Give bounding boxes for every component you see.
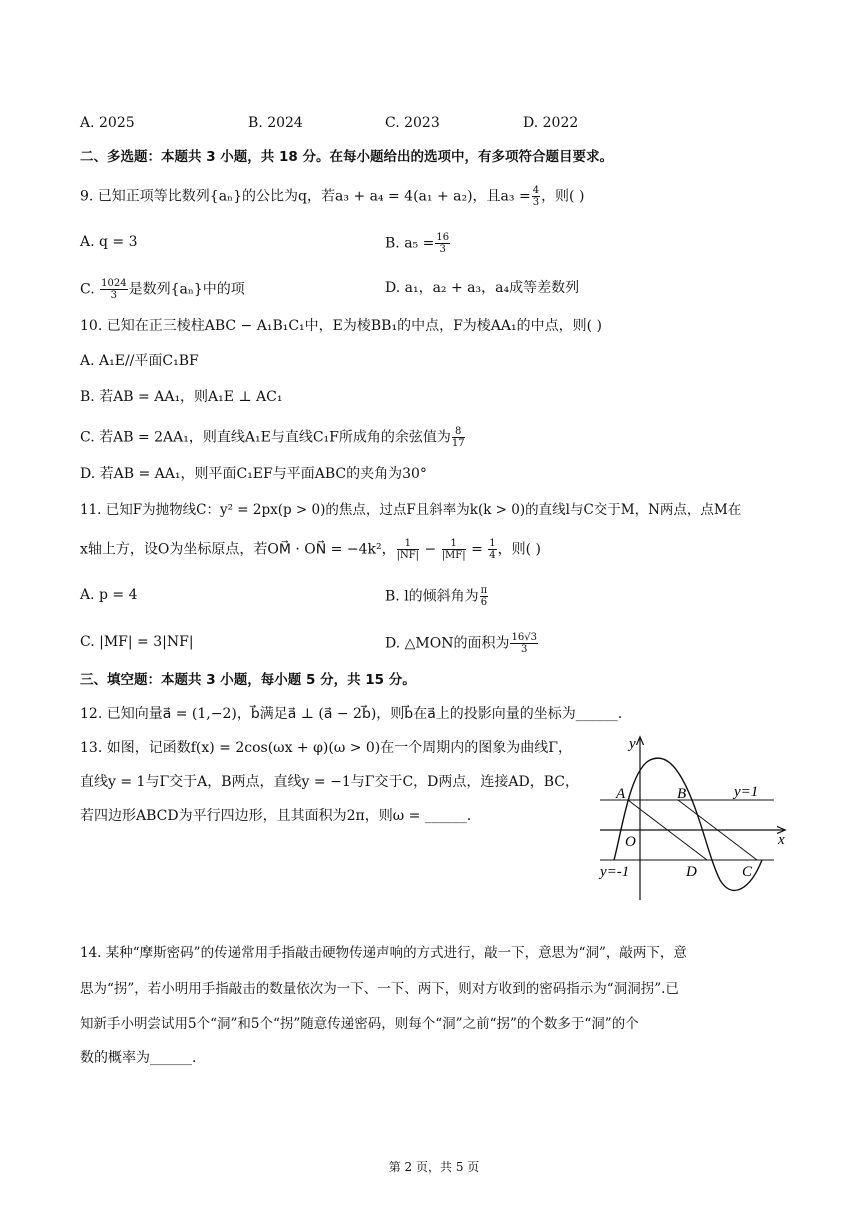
q9-option-d: D. a₁，a₂ + a₃，a₄成等差数列	[385, 280, 580, 296]
q14-line4: 数的概率为______.	[80, 1050, 197, 1066]
section2-heading: 二、多选题：本题共 3 小题，共 18 分。在每小题给出的选项中，有多项符合题目要求。	[80, 149, 613, 165]
q11-minus: −	[424, 541, 437, 558]
q10-c-num: 8	[452, 426, 465, 438]
q9-c-num: 1024	[101, 278, 127, 289]
q8-option-b: B. 2024	[248, 115, 303, 131]
q9-frac-num: 4	[532, 185, 540, 196]
q11-f1-num: 1	[397, 538, 419, 550]
q11-f3-num: 1	[489, 538, 496, 549]
line-bottom-label: y=-1	[600, 864, 630, 880]
q12-text: 12. 已知向量a⃗ = (1,−2)，b⃗满足a⃗ ⊥ (a⃗ − 2b⃗)，则b⃗在a⃗上的投影向量的坐标为______.	[80, 706, 623, 722]
q9-b-num: 16	[436, 232, 450, 243]
point-d-label: D	[686, 864, 697, 880]
q10-option-d: D. 若AB = AA₁，则平面C₁EF与平面ABC的夹角为30°	[80, 466, 427, 482]
q13-figure	[592, 730, 792, 905]
q10-option-c	[80, 426, 466, 449]
q10-option-c-text: C. 若AB = 2AA₁，则直线A₁E与直线C₁F所成角的余弦值为	[80, 429, 451, 446]
q11-line2	[80, 538, 541, 561]
q11-b-num: π	[480, 585, 488, 596]
q9-option-b	[385, 232, 451, 255]
q11-f1-den: |NF|	[396, 550, 420, 561]
q10-stem: 10. 已知在正三棱柱ABC − A₁B₁C₁中，E为棱BB₁的中点，F为棱AA₁的中点，则( )	[80, 318, 602, 334]
q11-equals: =	[471, 541, 483, 558]
q9-b-den: 3	[439, 244, 446, 255]
q11-option-d	[385, 632, 539, 655]
q11-frac2	[442, 538, 466, 561]
q10-c-den: 17	[451, 438, 465, 449]
q8-option-a: A. 2025	[80, 115, 135, 131]
q11-option-b-text: B. l的倾斜角为	[385, 588, 479, 605]
q10-option-b: B. 若AB = AA₁，则A₁E ⊥ AC₁	[80, 389, 283, 405]
q14-line3: 知新手小明尝试用5个“洞”和5个“拐”随意传递密码，则每个“洞”之前“拐”的个数多于“洞”的个	[80, 1016, 639, 1032]
q11-line1: 11. 已知F为抛物线C：y² = 2px(p > 0)的焦点，过点F且斜率为k(k > 0)的直线l与C交于M，N两点，点M在	[80, 502, 742, 518]
q11-f2-den: |MF|	[441, 550, 466, 561]
q11-frac3	[488, 538, 496, 561]
q9-stem-text: 9. 已知正项等比数列{aₙ}的公比为q，若a₃ + a₄ = 4(a₁ + a₂)，且a₃ =	[80, 188, 531, 205]
q11-frac1	[397, 538, 419, 561]
q8-option-d: D. 2022	[523, 115, 579, 131]
q9-stem	[80, 185, 584, 208]
q11-option-a: A. p = 4	[80, 587, 138, 603]
y-axis-label: y	[629, 736, 636, 752]
line-top-label: y=1	[734, 784, 759, 800]
q10-option-a: A. A₁E//平面C₁BF	[80, 353, 199, 369]
q9-option-c-label: C.	[80, 281, 95, 298]
q11-d-num: 16√3	[511, 632, 537, 643]
q11-option-c: C. |MF| = 3|NF|	[80, 634, 194, 650]
q9-option-b-text: B. a₅ =	[385, 235, 435, 252]
q9-tail: ，则( )	[541, 188, 585, 205]
q11-b-den: 6	[480, 597, 488, 608]
x-axis-label: x	[778, 832, 785, 848]
q9-fraction	[532, 185, 540, 208]
q11-d-den: 3	[521, 644, 528, 655]
q9-option-c-frac	[100, 278, 127, 301]
q9-option-c	[80, 278, 245, 301]
q11-option-b-frac	[480, 585, 489, 608]
q11-option-d-text: D. △MON的面积为	[385, 635, 510, 652]
origin-label: O	[625, 834, 636, 850]
q13-line2: 直线y = 1与Γ交于A，B两点，直线y = −1与Γ交于C，D两点，连接AD，BC，	[80, 774, 579, 790]
q14-line1: 14. 某种“摩斯密码”的传递常用手指敲击硬物传递声响的方式进行，敲一下，意思为“洞”，敲两下，意	[80, 945, 687, 961]
q9-option-a: A. q = 3	[80, 234, 138, 250]
q9-frac-den: 3	[532, 197, 540, 208]
q8-option-c: C. 2023	[385, 115, 440, 131]
q11-f3-den: 4	[489, 550, 496, 561]
point-c-label: C	[742, 864, 753, 880]
q9-c-den: 3	[110, 290, 118, 301]
q9-option-c-text: 是数列{aₙ}中的项	[128, 281, 245, 298]
q13-line1: 13. 如图，记函数f(x) = 2cos(ωx + φ)(ω > 0)在一个周期内的图象为曲线Γ，	[80, 740, 572, 756]
point-b-label: B	[677, 786, 687, 802]
q11-line2-tail: ，则( )	[497, 541, 541, 558]
section3-heading: 三、填空题：本题共 3 小题，每小题 5 分，共 15 分。	[80, 672, 416, 688]
q9-option-b-frac	[435, 232, 450, 255]
point-a-label: A	[616, 786, 626, 802]
q13-line3: 若四边形ABCD为平行四边形，且其面积为2π，则ω = ______.	[80, 808, 472, 824]
q10-option-c-frac	[452, 426, 465, 449]
q11-option-d-frac	[510, 632, 537, 655]
q11-option-b	[385, 585, 489, 608]
q11-f2-num: 1	[442, 538, 466, 550]
q11-line2-text: x轴上方，设O为坐标原点，若OM⃗ · ON⃗ = −4k²，	[80, 541, 396, 558]
q14-line2: 思为“拐”，若小明用手指敲击的数量依次为一下、一下、两下，则对方收到的密码指示为“洞洞拐”.已	[80, 981, 679, 997]
page-footer: 第 2 页，共 5 页	[388, 1160, 480, 1174]
